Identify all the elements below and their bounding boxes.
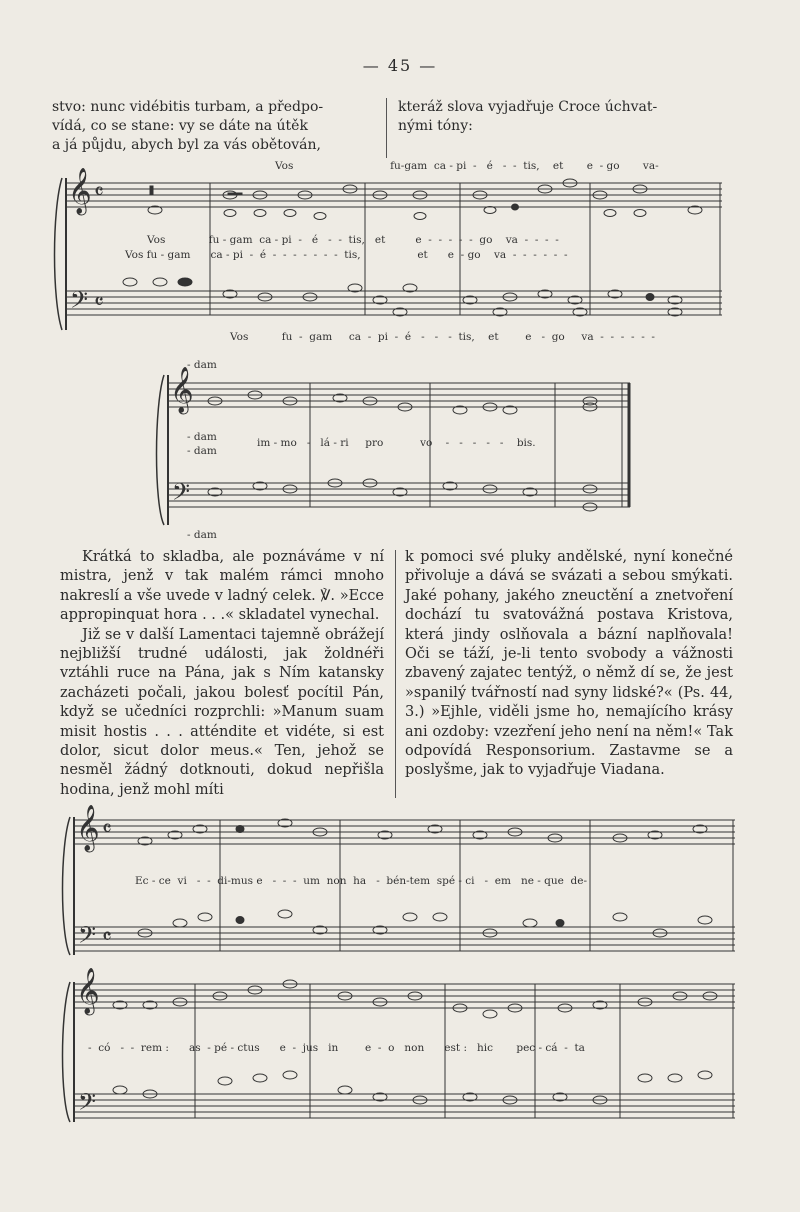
bass-clef-symbol: 𝄢 [172, 478, 191, 511]
paragraph: Krátká to skladba, ale poznáváme v ní mistra, jenž v tak malém rámci mnoho nakreslí a vše uvede v ladný celek. ℣. »Ecce appropinquat hora . . .« skladatel vynechal. [60, 549, 384, 624]
common-time-symbol-bass: 𝄴 [94, 290, 104, 315]
body-right-column [405, 548, 733, 781]
lyric-line: Ec - ce vi - - di-mus e - - - um non ha - bén-tem spé - ci - em ne - que de- [135, 875, 588, 887]
treble-clef-symbol: 𝄞 [68, 168, 92, 214]
bass-clef-symbol: 𝄢 [70, 286, 89, 319]
common-time-symbol: 𝄴 [94, 180, 104, 205]
treble-clef-symbol: 𝄞 [76, 968, 100, 1014]
paragraph: Již se v další Lamentaci tajemně obrážejí nejbližší trudné události, jak žoldnéři vztáhli ruce na Pána, jak s Ním katansky zacházeti počali, jakou bolesť pocítil Pán, když se učedníci rozprchli: »Manum suam misit hostis . . . atténdite et vidéte, si est dolor, sicut dolor meus.« Ten, jehož se nesměl žádný dotknouti, dokud nepřišla hodina, jenž mohl míti [60, 626, 384, 798]
music-system-1 [0, 150, 800, 360]
top-left-text [52, 98, 374, 155]
lyric-line: Vos fu-gam ca - pi - é - - tis, et e - go va- [275, 160, 659, 172]
text-line: nými tóny: [398, 118, 473, 134]
lyric-line: Vos fu - gam ca - pi - é - - - - - - - tis, et e - go va - - - - - - [125, 249, 568, 261]
music-system-3 [0, 805, 800, 965]
column-divider-top [386, 98, 387, 158]
lyric-line: - dam [187, 529, 217, 541]
top-right-text [398, 98, 728, 136]
lyric-line: im - mo - lá - ri pro vo - - - - - bis. [257, 437, 536, 449]
treble-clef-symbol: 𝄞 [76, 805, 100, 851]
text-line: kteráž slova vyjadřuje Croce úchvat- [398, 99, 658, 115]
common-time-symbol: 𝄴 [102, 817, 112, 842]
page-number: — 45 — [362, 56, 438, 75]
treble-clef-symbol: 𝄞 [170, 367, 194, 413]
paragraph: k pomoci své pluky andělské, nyní konečné přivoluje a dává se svázati a sebou smýkati. Jaké pohany, jakého zneuctění a znetvoření dochází tu svatovážná postava Kristova, která jindy oslňovala a bázní naplňovala! Oči se táží, je-li tento svobody a vážnosti zbavený zajatec tentýž, o němž dí se, že jest »spanilý tvářností nad syny lidské?« (Ps. 44, 3.) »Ejhle, viděli jsme ho, nemajícího krásy ani ozdoby: vzezření jeho není na něm!« Tak odpovídá Responsorium. Zastavme se a poslyšme, jak to vyjadřuje Viadana. [405, 549, 733, 779]
music-system-2-staves [0, 355, 800, 545]
lyric-line: - dam [187, 431, 217, 443]
column-divider-body [395, 550, 396, 798]
common-time-symbol-bass: 𝄴 [102, 925, 112, 950]
lyric-line: - dam [187, 359, 217, 371]
lyric-line: Vos fu - gam ca - pi - é - - tis, et e - - - - - go va - - - - [147, 234, 559, 246]
lyric-line: Vos fu - gam ca - pi - é - - - tis, et e - go va - - - - - - [230, 331, 655, 343]
music-system-2 [0, 355, 800, 545]
text-line: a já půjdu, abych byl za vás obětován, [52, 137, 321, 153]
music-system-4 [0, 968, 800, 1132]
lyric-line: - dam [187, 445, 217, 457]
lyric-line: - có - - rem : as - pé - ctus e - jus in e - o non est : hic pec - cá - ta [88, 1042, 585, 1054]
text-line: stvo: nunc vidébitis turbam, a předpo- [52, 99, 324, 115]
text-line: vídá, co se stane: vy se dáte na útěk [52, 118, 308, 134]
bass-clef-symbol: 𝄢 [78, 921, 97, 954]
body-left-column [60, 548, 384, 800]
bass-clef-symbol: 𝄢 [78, 1088, 97, 1121]
